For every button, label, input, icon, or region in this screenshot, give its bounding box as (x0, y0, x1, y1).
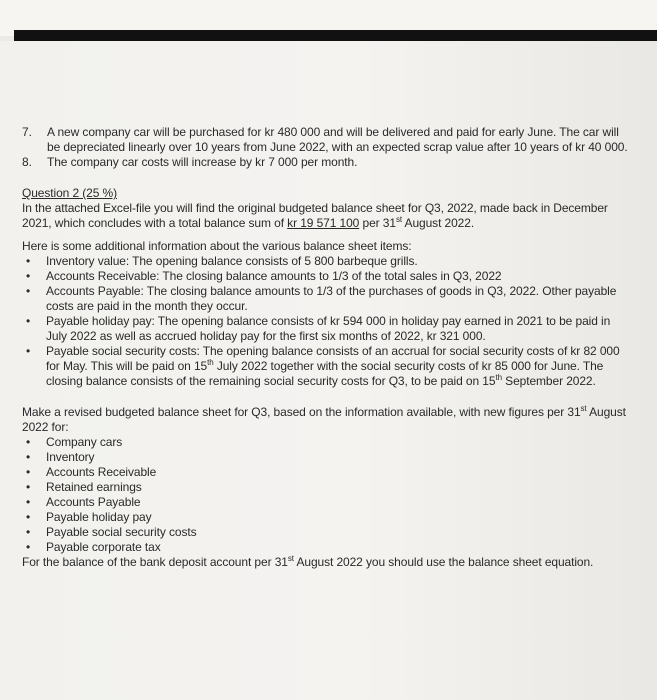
bullet-icon: • (26, 465, 31, 479)
info-bullet-list (22, 254, 632, 389)
question-intro-paragraph: In the attached Excel-file you will find the original budgeted balance sheet for Q3, 2022, made back in December 2021, which concludes with a total balance sum of kr 19 571 100 per 31st August 2022. (22, 201, 608, 230)
list-item: • Inventory value: The opening balance consists of 5 800 barbeque grills. (22, 254, 632, 269)
list-item: • Payable holiday pay (22, 510, 632, 525)
bullet-icon: • (26, 314, 31, 328)
task-paragraph: Make a revised budgeted balance sheet for Q3, based on the information available, with new figures per 31st August 2022 for: (22, 404, 626, 434)
list-item: • Retained earnings (22, 480, 632, 495)
final-paragraph: For the balance of the bank deposit account per 31st August 2022 you should use the balance sheet equation. (22, 554, 594, 569)
task-item-list (22, 435, 632, 555)
list-item: • Accounts Payable: The closing balance amounts to 1/3 of the purchases of goods in Q3, 2022. Other payable costs are paid in the month they occur. (22, 284, 632, 314)
bullet-icon: • (26, 525, 31, 539)
bullet-icon: • (26, 450, 31, 464)
list-item: • Accounts Receivable (22, 465, 632, 480)
bullet-icon: • (26, 435, 31, 449)
bullet-icon: • (26, 284, 31, 298)
item-number: 8. (22, 155, 32, 169)
list-item: • Payable corporate tax (22, 540, 632, 555)
list-item: • Payable social security costs (22, 525, 632, 540)
additional-info-intro: Here is some additional information about the various balance sheet items: (22, 239, 412, 253)
bullet-icon: • (26, 540, 31, 554)
list-item (22, 155, 632, 170)
page-top-border (14, 30, 657, 41)
list-item: • Accounts Payable (22, 495, 632, 510)
document-content (22, 125, 632, 570)
bullet-icon: • (26, 344, 31, 358)
bullet-icon: • (26, 480, 31, 494)
list-item: • Company cars (22, 435, 632, 450)
item-number: 7. (22, 125, 32, 139)
question-heading: Question 2 (25 %) (22, 186, 118, 200)
list-item: • Inventory (22, 450, 632, 465)
intro-list (22, 125, 632, 170)
item-text: The company car costs will increase by kr 7 000 per month. (47, 155, 358, 169)
list-item: • Payable social security costs: The opening balance consists of an accrual for social security costs of kr 82 000 for May. This will be paid on 15th July 2022 together with the social security costs of kr 85 000 for June. The closing balance consists of the remaining social security costs for Q3, to be paid on 15th September 2022. (22, 344, 632, 389)
bullet-icon: • (26, 495, 31, 509)
list-item (22, 125, 632, 155)
bullet-icon: • (26, 254, 31, 268)
list-item: • Payable holiday pay: The opening balance consists of kr 594 000 in holiday pay earned in 2021 to be paid in July 2022 as well as accrued holiday pay for the first six months of 2022, kr 321 000. (22, 314, 632, 344)
total-balance-amount: kr 19 571 100 (287, 216, 360, 230)
bullet-icon: • (26, 510, 31, 524)
list-item: • Accounts Receivable: The closing balance amounts to 1/3 of the total sales in Q3, 2022 (22, 269, 632, 284)
item-text: A new company car will be purchased for kr 480 000 and will be delivered and paid for early June. The car will be depreciated linearly over 10 years from June 2022, with an expected scrap value after 10 years of kr 40 000. (47, 125, 628, 154)
bullet-icon: • (26, 269, 31, 283)
